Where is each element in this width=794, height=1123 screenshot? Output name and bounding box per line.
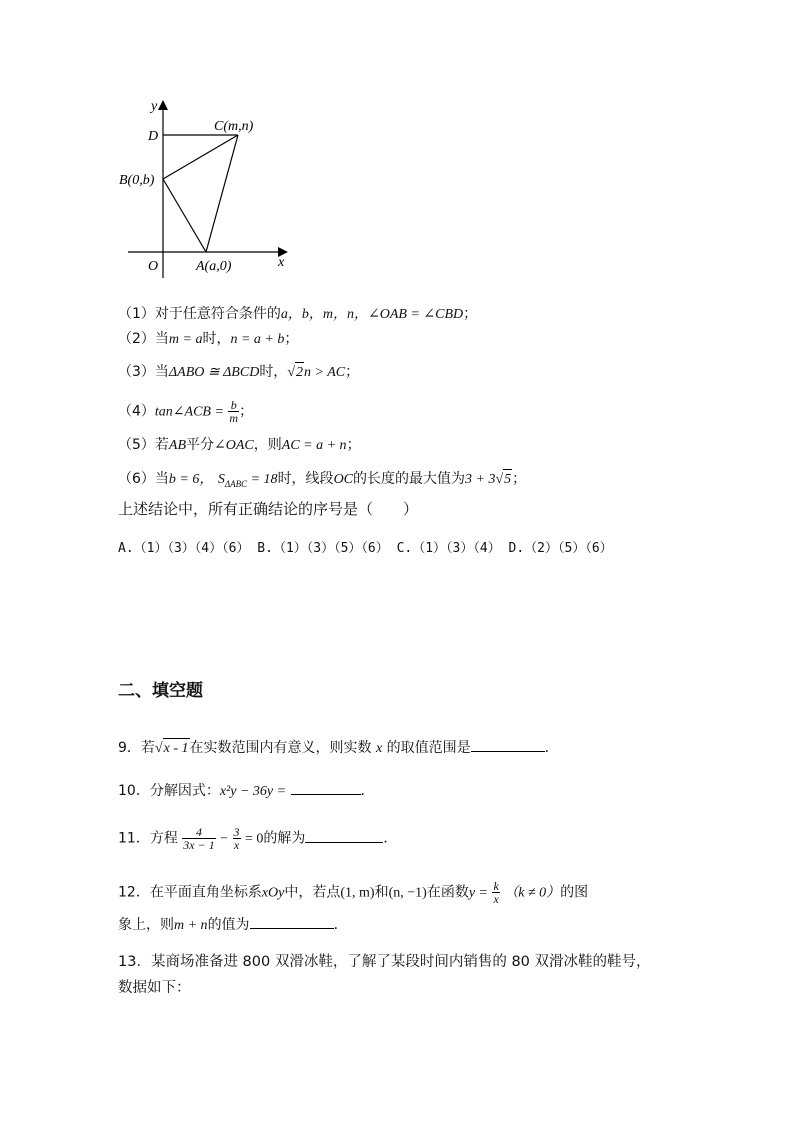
label-B: B(0,b): [119, 173, 155, 188]
statement-6: [118, 469, 526, 494]
label-y: y: [151, 99, 158, 114]
statement-5: [118, 435, 361, 456]
q12-mid-2: 和: [374, 884, 389, 901]
segment-BA: [163, 179, 206, 252]
question-12-line-1: [118, 880, 588, 905]
question-prompt: 上述结论中，所有正确结论的序号是（ ）: [118, 500, 419, 518]
question-9: [118, 737, 559, 759]
statement-4-text: （4）: [118, 403, 155, 420]
q12-fraction: [492, 880, 499, 905]
q9-mid: 在实数范围内有意义，则实数: [189, 740, 372, 756]
q10-expr: x²y − 36y =: [219, 784, 287, 799]
statement-6-mid: 时，线段: [277, 471, 334, 487]
q9-suffix: 的取值范围是: [386, 740, 471, 756]
statement-2-math-1: m = a: [168, 332, 203, 347]
q12-point-2: (n, −1): [388, 885, 427, 901]
y-axis-arrow-icon: [158, 100, 168, 110]
statement-3-math-2: n > AC: [304, 365, 346, 380]
q12-mid-3: 在函数: [426, 884, 469, 901]
statement-3: [118, 362, 359, 383]
statement-3-end: ；: [345, 364, 360, 380]
statement-2-text: （2）当: [118, 331, 169, 347]
statement-6-radicand: 5: [503, 469, 512, 490]
q11-minus: −: [220, 831, 229, 847]
area-subscript: ΔABC: [224, 478, 248, 489]
statement-3-mid: 时，: [259, 364, 288, 380]
q11-suffix: 的解为: [263, 830, 306, 847]
fraction-denominator: x: [493, 892, 499, 906]
section-title: 二、填空题: [118, 681, 203, 701]
statement-5-end: ；: [346, 437, 361, 453]
statement-3-math-1: ΔABO ≅ ΔBCD: [168, 365, 260, 380]
question-13-line-2: 数据如下：: [118, 980, 191, 996]
q12-line2-mid: 的值为: [207, 917, 250, 933]
q12-end: ．: [333, 917, 348, 933]
statement-3-text: （3）当: [118, 364, 169, 380]
statement-6-math-4: OC: [333, 472, 354, 487]
label-D: D: [148, 129, 159, 144]
fraction-numerator: 4: [182, 826, 215, 839]
fraction-denominator: 3x − 1: [183, 838, 215, 852]
q12-prefix: 12．在平面直角坐标系: [118, 884, 262, 901]
q11-fraction-1: [182, 826, 215, 851]
q10-end: ．: [360, 783, 375, 799]
q12-point-1: (1, m): [340, 885, 375, 901]
question-13-line-1: 13．某商场准备进 800 双滑冰鞋，了解了某段时间内销售的 80 双滑冰鞋的鞋号，: [118, 954, 651, 970]
q12-fn-lhs: y =: [468, 885, 488, 901]
statement-2-math-2: n = a + b: [230, 332, 285, 347]
q12-line2-prefix: 象上，则: [118, 917, 174, 933]
statement-6-math-1: b = 6，: [168, 472, 214, 487]
q12-mid-1: 中，若点: [284, 884, 341, 901]
q12-mid-4: 的图: [560, 884, 589, 901]
sqrt-sign-icon: √: [287, 365, 295, 380]
answer-options: A.（1）（3）（4）（6） B.（1）（3）（5）（6） C.（1）（3）（4） D.（2）（5）（6）: [118, 541, 613, 556]
statement-5-math-1: AB: [168, 438, 187, 453]
label-x: x: [278, 255, 285, 270]
statement-4-fraction: [228, 399, 239, 424]
q9-radicand: x - 1: [163, 738, 190, 759]
statement-6-math-5: 3 + 3: [465, 472, 496, 487]
statement-4-math: tan∠ACB =: [154, 404, 224, 420]
fraction-denominator: m: [229, 411, 239, 425]
sqrt-sign-icon: √: [495, 472, 504, 487]
label-O: O: [148, 259, 159, 274]
q9-var: x: [375, 741, 383, 756]
statement-5-text: （5）若: [118, 437, 169, 453]
question-12-line-2: [118, 914, 348, 936]
statement-5-math-2: ∠OAC: [214, 438, 254, 453]
q12-answer-blank[interactable]: [250, 914, 334, 929]
q9-answer-blank[interactable]: [471, 737, 545, 752]
statement-3-radicand: 2: [295, 362, 304, 383]
label-C: C(m,n): [214, 119, 254, 134]
label-A: A(a,0): [196, 259, 232, 274]
q11-fraction-2: [233, 826, 241, 851]
fraction-numerator: b: [228, 399, 239, 412]
statement-5-math-3: AC = a + n: [281, 438, 347, 453]
statement-1: [118, 304, 477, 325]
question-11: [118, 826, 397, 851]
statement-6-math-3: = 18: [247, 472, 278, 487]
statement-5-mid-2: ，则: [253, 437, 282, 453]
statement-2-end: ；: [284, 331, 299, 347]
q11-eq: = 0: [244, 831, 264, 847]
q11-prefix: 11．方程: [118, 830, 178, 847]
sqrt-sign-icon: √: [154, 741, 163, 756]
statement-2-mid: 时，: [202, 331, 231, 347]
statement-4-end: ；: [239, 403, 254, 420]
fraction-numerator: k: [493, 879, 499, 893]
q11-answer-blank[interactable]: [305, 828, 383, 843]
statement-1-end: ；: [463, 306, 478, 322]
q10-prefix: 10．分解因式：: [118, 783, 220, 799]
question-10: [118, 780, 375, 802]
statement-6-mid-2: 的长度的最大值为: [353, 471, 466, 487]
q12-condition: （k ≠ 0）: [504, 885, 561, 901]
q9-prefix: 9．若: [118, 740, 155, 756]
segment-BC: [163, 135, 238, 179]
statement-2: [118, 329, 298, 350]
q12-system: xOy: [261, 885, 285, 901]
area-symbol: S: [217, 472, 225, 487]
statement-1-text: （1）对于任意符合条件的: [118, 306, 281, 322]
fraction-numerator: 3: [233, 825, 240, 839]
statement-5-mid-1: 平分: [186, 437, 215, 453]
fraction-denominator: x: [233, 838, 240, 852]
q10-answer-blank[interactable]: [291, 780, 361, 795]
statement-4: [118, 399, 253, 424]
coordinate-figure: [110, 92, 310, 282]
segment-AC: [206, 135, 238, 252]
statement-1-math: a，b，m，n，∠OAB = ∠CBD: [280, 307, 464, 322]
statement-6-end: ；: [512, 471, 527, 487]
q11-end: ．: [383, 830, 398, 847]
q12-line2-math: m + n: [174, 918, 208, 933]
q9-end: ．: [544, 740, 559, 756]
statement-6-text: （6）当: [118, 471, 169, 487]
